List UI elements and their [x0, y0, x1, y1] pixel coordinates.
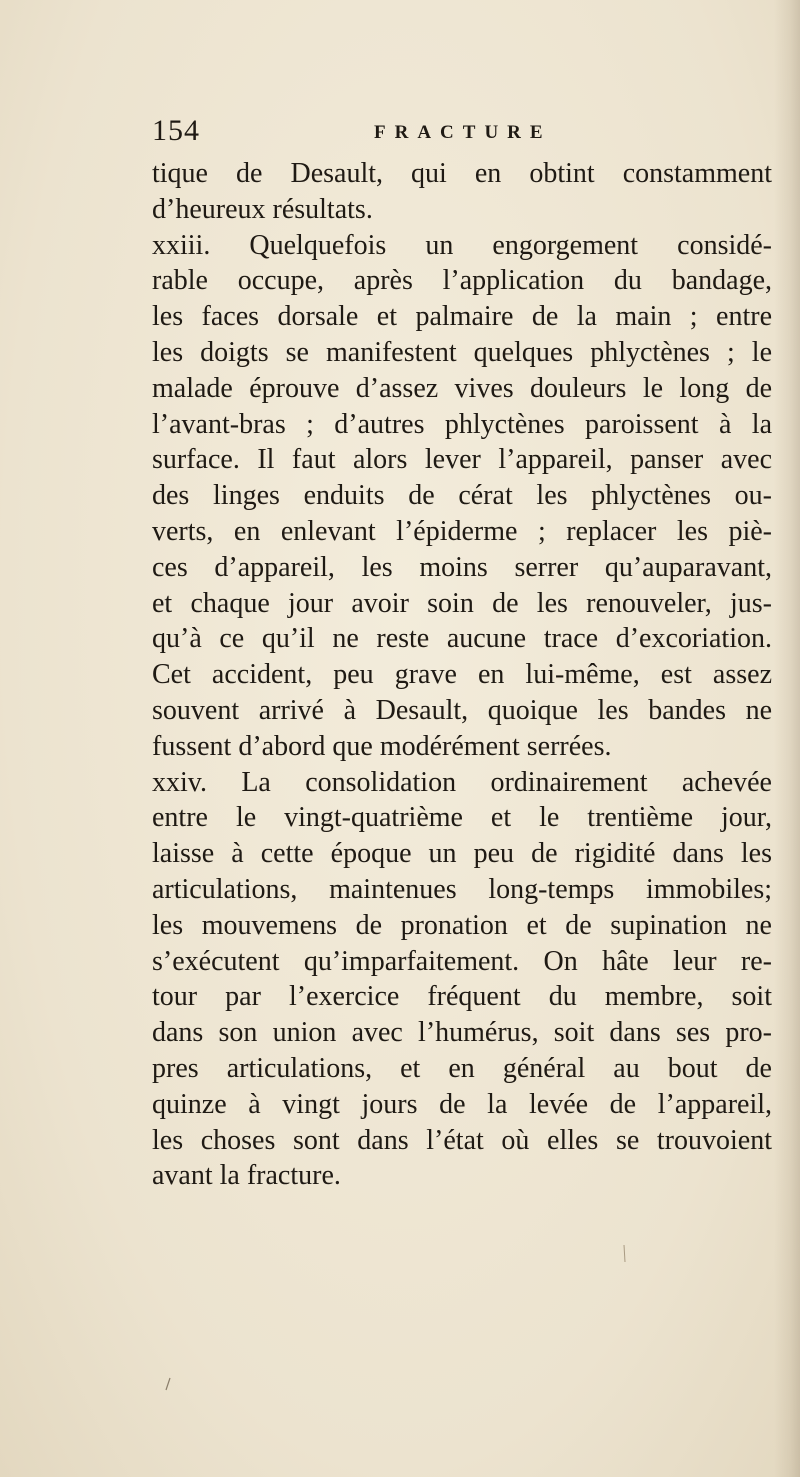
text-line: des linges enduits de cérat les phlyctènes ou-	[152, 480, 772, 512]
text-line: dans son union avec l’humérus, soit dans ses pro-	[152, 1017, 772, 1049]
text-line: d’heureux résultats.	[152, 193, 373, 225]
page-number: 154	[152, 114, 200, 147]
text-line: laisse à cette époque un peu de rigidité dans les	[152, 838, 772, 870]
text-line: entre le vingt-quatrième et le trentième jour,	[152, 802, 772, 834]
text-line: surface. Il faut alors lever l’appareil, panser avec	[152, 444, 772, 476]
text-line: tique de Desault, qui en obtint constamment	[152, 158, 772, 189]
body-text	[152, 156, 772, 1194]
text-line: rable occupe, après l’application du bandage,	[152, 265, 772, 297]
text-line: les mouvemens de pronation et de supination ne	[152, 909, 772, 941]
text-line: pres articulations, et en général au bout de	[152, 1052, 772, 1084]
text-line: xxiv. La consolidation ordinairement achevée	[152, 766, 772, 798]
text-line: Cet accident, peu grave en lui-même, est assez	[152, 659, 772, 691]
page-edge-shadow	[774, 0, 800, 1477]
text-line: malade éprouve d’assez vives douleurs le long de	[152, 372, 772, 404]
text-line: fussent d’abord que modérément serrées.	[152, 730, 612, 762]
text-line: s’exécutent qu’imparfaitement. On hâte leur re-	[152, 945, 772, 977]
text-line: qu’à ce qu’il ne reste aucune trace d’excoriation.	[152, 623, 772, 655]
text-line: les choses sont dans l’état où elles se trouvoient	[152, 1124, 772, 1156]
text-line: les doigts se manifestent quelques phlyctènes ; le	[152, 336, 772, 368]
page-header	[152, 114, 732, 154]
text-line: articulations, maintenues long-temps immobiles;	[152, 873, 772, 905]
running-head: FRACTURE	[374, 122, 552, 143]
text-line: les faces dorsale et palmaire de la main ; entre	[152, 301, 772, 333]
text-line: et chaque jour avoir soin de les renouveler, jus-	[152, 587, 772, 619]
text-line: verts, en enlevant l’épiderme ; replacer les piè-	[152, 515, 772, 547]
text-line: tour par l’exercice fréquent du membre, soit	[152, 981, 772, 1013]
paper-speck	[624, 1245, 625, 1262]
paper-speck	[166, 1378, 170, 1390]
text-line: avant la fracture.	[152, 1160, 341, 1192]
text-line: souvent arrivé à Desault, quoique les bandes ne	[152, 694, 772, 726]
text-line: quinze à vingt jours de la levée de l’appareil,	[152, 1088, 772, 1120]
text-line: l’avant-bras ; d’autres phlyctènes paroissent à la	[152, 408, 772, 440]
text-line: ces d’appareil, les moins serrer qu’auparavant,	[152, 551, 772, 583]
text-line: xxiii. Quelquefois un engorgement considé-	[152, 229, 772, 261]
